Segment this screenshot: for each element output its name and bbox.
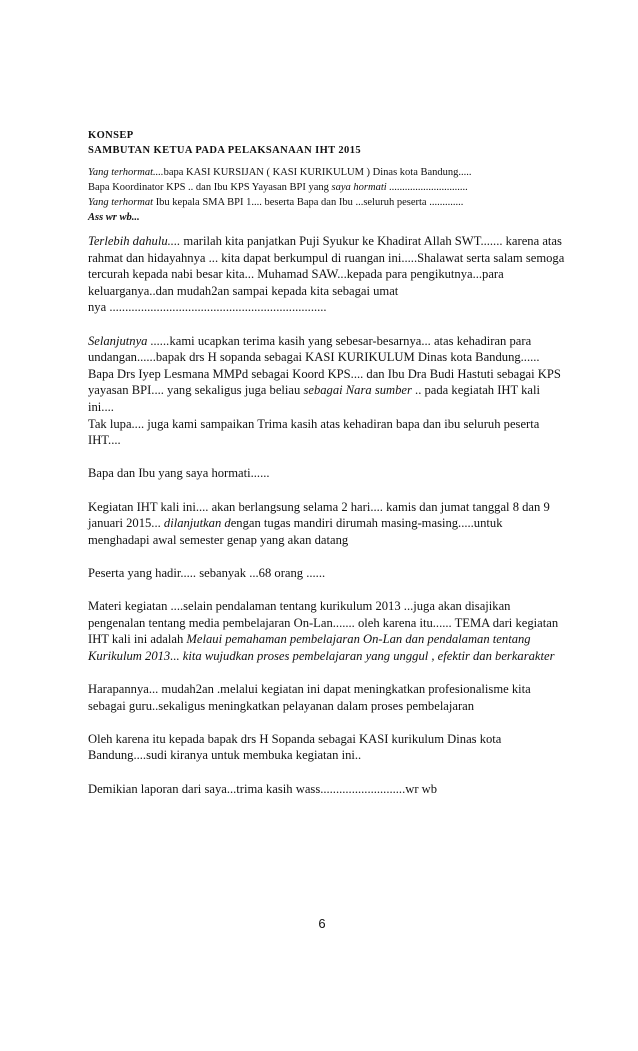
salutation-line-3: Yang terhormat Ibu kepala SMA BPI 1.... beserta Bapa dan Ibu ...seluruh peserta .............	[88, 197, 464, 208]
paragraph-opening: Terlebih dahulu.... marilah kita panjatkan Puji Syukur ke Khadirat Allah SWT....... karena atas rahmat dan hidayahnya ... kita dapat berkumpul di ruangan ini.....Shalawat serta salam semoga tercurah kepada nabi besar kita... Muhamad SAW...kepada para pengikutnya...para keluarganya..dan mudah2an sampai kepada kita sebagai umat nya .....................................................................	[88, 234, 565, 315]
page-number: 6	[318, 916, 326, 931]
paragraph-participants: Peserta yang hadir..... sebanyak ...68 orang ......	[88, 565, 326, 580]
paragraph-hope: Harapannya... mudah2an .melalui kegiatan ini dapat meningkatkan profesionalisme kita sebagai guru..sekaligus meningkatkan pelayanan dalam proses pembelajaran	[88, 682, 531, 713]
paragraph-opening-request: Oleh karena itu kepada bapak drs H Sopanda sebagai KASI kurikulum Dinas kota Bandung....sudi kiranya untuk membuka kegiatan ini..	[88, 731, 502, 763]
document-header	[88, 128, 558, 158]
salutation-block	[88, 165, 558, 225]
salutation-line-2: Bapa Koordinator KPS .. dan Ibu KPS Yayasan BPI yang saya hormati ..............................	[88, 182, 469, 193]
paragraph-thanks: Selanjutnya ......kami ucapkan terima kasih yang sebesar-besarnya... atas kehadiran para undangan......bapak drs H sopanda sebagai KASI KURIKULUM Dinas kota Bandung...... Bapa Drs Iyep Lesmana MMPd sebagai Koord KPS.... dan Ibu Dra Budi Hastuti sebagai KPS yayasan BPI.... yang sekaligus juga beliau sebagai Nara sumber .. pada kegiatah IHT kali ini.... Tak lupa.... juga kami sampaikan Trima kasih atas kehadiran bapa dan ibu seluruh peserta IHT....	[88, 333, 561, 448]
salutation-line-4: Ass wr wb...	[88, 212, 140, 223]
paragraph-address: Bapa dan Ibu yang saya hormati......	[88, 466, 270, 481]
speech-body	[88, 233, 563, 814]
paragraph-closing: Demikian laporan dari saya...trima kasih wass...........................wr wb	[88, 781, 438, 796]
salutation-line-1: Yang terhormat....bapa KASI KURSIJAN ( KASI KURIKULUM ) Dinas kota Bandung.....	[88, 167, 472, 178]
paragraph-materials: Materi kegiatan ....selain pendalaman tentang kurikulum 2013 ...juga akan disajikan pengenalan tentang media pembelajaran On-Lan....... oleh karena itu...... TEMA dari kegiatan IHT kali ini adalah Melaui pemahaman pembelajaran On-Lan dan pendalaman tentang Kurikulum 2013... kita wujudkan proses pembelajaran yang unggul , efektir dan berkarakter	[88, 599, 559, 663]
speech-title: SAMBUTAN KETUA PADA PELAKSANAAN IHT 2015	[88, 145, 361, 156]
concept-label: KONSEP	[88, 130, 134, 141]
paragraph-schedule: Kegiatan IHT kali ini.... akan berlangsung selama 2 hari.... kamis dan jumat tanggal 8 dan 9 januari 2015... dilanjutkan dengan tugas mandiri dirumah masing-masing.....untuk menghadapi awal semester genap yang akan datang	[88, 499, 550, 547]
